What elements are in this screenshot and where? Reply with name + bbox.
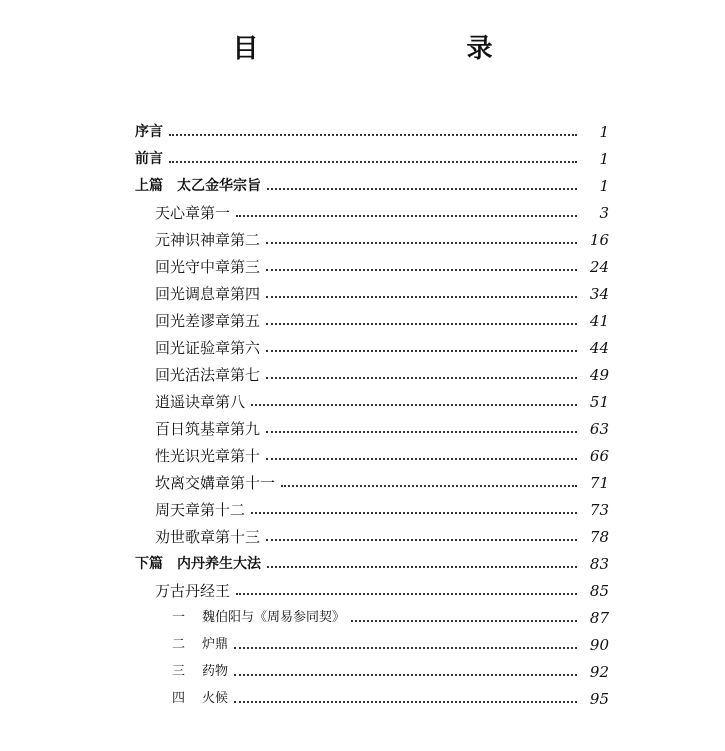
toc-entry-numeral: 三 xyxy=(172,664,186,679)
toc-entry[interactable] xyxy=(172,685,609,709)
toc-entry-label: 逍遥诀章第八 xyxy=(155,393,246,411)
toc-entry[interactable] xyxy=(155,469,609,493)
toc-entry-numeral: 一 xyxy=(172,610,186,625)
toc-entry-label: 周天章第十二 xyxy=(155,501,246,519)
toc-page-number: 34 xyxy=(589,285,609,303)
toc-entry[interactable] xyxy=(155,496,609,520)
toc-entry-label: 性光识光章第十 xyxy=(155,447,261,465)
toc-entry-label xyxy=(172,662,234,682)
toc-entry-text: 魏伯阳与《周易参同契》 xyxy=(202,610,346,625)
toc-page-number: 49 xyxy=(589,366,609,384)
toc-entry-label xyxy=(172,635,234,655)
toc-page-number: 95 xyxy=(589,690,609,708)
toc-entry-label xyxy=(172,689,234,709)
toc-entry-label: 万古丹经王 xyxy=(155,582,231,600)
toc-page-number: 3 xyxy=(599,204,609,222)
toc-entry[interactable] xyxy=(155,361,609,385)
dot-leader xyxy=(234,701,577,703)
toc-page-number: 92 xyxy=(589,663,609,681)
toc-entry[interactable] xyxy=(155,388,609,412)
toc-page-number: 85 xyxy=(589,582,609,600)
dot-leader xyxy=(267,188,577,190)
toc-entry[interactable] xyxy=(155,577,609,601)
page-title: 目 录 xyxy=(232,34,545,64)
toc-page-number: 1 xyxy=(599,177,609,195)
toc-entry-label: 回光守中章第三 xyxy=(155,258,261,276)
toc-page-number: 90 xyxy=(589,636,609,654)
toc-entry[interactable] xyxy=(135,118,609,142)
dot-leader xyxy=(266,431,577,433)
dot-leader xyxy=(236,215,577,217)
toc-page-number: 51 xyxy=(589,393,609,411)
toc-page-number: 1 xyxy=(599,150,609,168)
toc-entry[interactable] xyxy=(135,550,609,574)
dot-leader xyxy=(351,620,577,622)
dot-leader xyxy=(266,350,577,352)
dot-leader xyxy=(251,404,577,406)
dot-leader xyxy=(266,242,577,244)
toc-entry-label: 回光差谬章第五 xyxy=(155,312,261,330)
toc-page-number: 71 xyxy=(589,474,609,492)
toc-entry-label: 天心章第一 xyxy=(155,204,231,222)
toc-page-number: 44 xyxy=(589,339,609,357)
toc-page-number: 16 xyxy=(589,231,609,249)
toc-entry[interactable] xyxy=(172,604,609,628)
toc-entry-label: 回光证验章第六 xyxy=(155,339,261,357)
toc-entry[interactable] xyxy=(155,226,609,250)
toc-entry-label: 元神识神章第二 xyxy=(155,231,261,249)
toc-page-number: 24 xyxy=(589,258,609,276)
toc-entry-label: 坎离交媾章第十一 xyxy=(155,474,276,492)
dot-leader xyxy=(281,485,577,487)
toc-entry[interactable] xyxy=(155,307,609,331)
toc-entry[interactable] xyxy=(155,415,609,439)
toc-entry-label: 序言 xyxy=(135,124,163,140)
toc-entry-label: 前言 xyxy=(135,151,163,167)
toc-page-number: 83 xyxy=(589,555,609,573)
toc-page-number: 1 xyxy=(599,123,609,141)
toc-entry-numeral: 二 xyxy=(172,637,186,652)
toc-entry-text: 药物 xyxy=(202,664,229,679)
dot-leader xyxy=(267,566,577,568)
toc-entry-label: 上篇 太乙金华宗旨 xyxy=(135,178,261,194)
dot-leader xyxy=(266,269,577,271)
dot-leader xyxy=(169,134,577,136)
toc-page-number: 87 xyxy=(589,609,609,627)
toc-page-number: 73 xyxy=(589,501,609,519)
dot-leader xyxy=(266,539,577,541)
toc-page-number: 66 xyxy=(589,447,609,465)
toc-entry-label: 回光调息章第四 xyxy=(155,285,261,303)
toc-entry[interactable] xyxy=(172,658,609,682)
dot-leader xyxy=(266,296,577,298)
toc-entry-label: 百日筑基章第九 xyxy=(155,420,261,438)
toc-page-number: 63 xyxy=(589,420,609,438)
dot-leader xyxy=(251,512,577,514)
toc-entry[interactable] xyxy=(155,199,609,223)
dot-leader xyxy=(236,593,577,595)
toc-entry-numeral: 四 xyxy=(172,691,186,706)
dot-leader xyxy=(266,377,577,379)
toc-entry-text: 火候 xyxy=(202,691,229,706)
dot-leader xyxy=(266,458,577,460)
toc-entry[interactable] xyxy=(155,442,609,466)
toc-entry[interactable] xyxy=(155,253,609,277)
dot-leader xyxy=(169,161,577,163)
toc-entry-label: 下篇 内丹养生大法 xyxy=(135,556,261,572)
toc-entry[interactable] xyxy=(155,280,609,304)
toc-entry[interactable] xyxy=(155,523,609,547)
toc-entry[interactable] xyxy=(135,172,609,196)
toc-page-number: 41 xyxy=(589,312,609,330)
toc-entry-text: 炉鼎 xyxy=(202,637,229,652)
toc-entry[interactable] xyxy=(172,631,609,655)
dot-leader xyxy=(266,323,577,325)
toc-entry[interactable] xyxy=(155,334,609,358)
dot-leader xyxy=(234,647,577,649)
toc-page-number: 78 xyxy=(589,528,609,546)
toc-entry-label xyxy=(172,608,351,628)
toc-entry-label: 回光活法章第七 xyxy=(155,366,261,384)
dot-leader xyxy=(234,674,577,676)
toc-entry[interactable] xyxy=(135,145,609,169)
toc-entry-label: 劝世歌章第十三 xyxy=(155,528,261,546)
